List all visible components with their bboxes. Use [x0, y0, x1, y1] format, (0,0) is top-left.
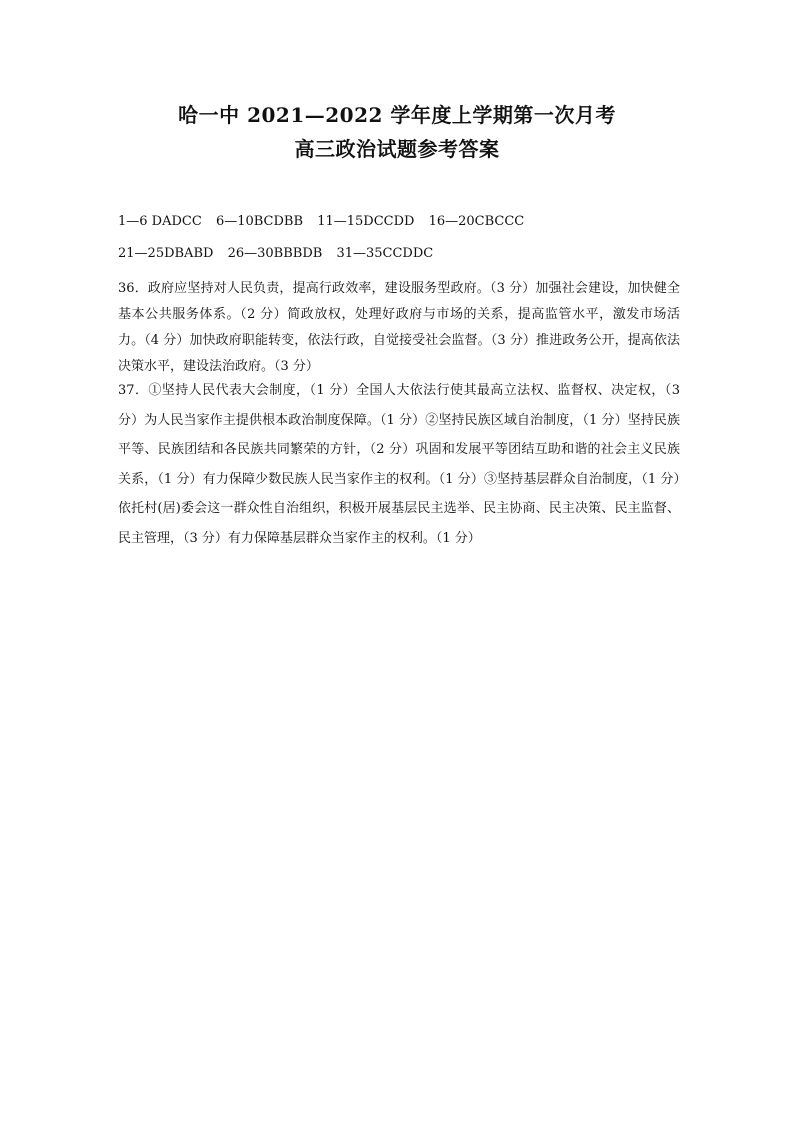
page-title: 哈一中 2021—2022 学年度上学期第一次月考: [178, 103, 616, 127]
question-36-answer: 36．政府应坚持对人民负责，提高行政效率，建设服务型政府。（3 分）加强社会建设，加快健全基本公共服务体系。（2 分）简政放权，处理好政府与市场的关系，提高监管水平，激发市场活力。（4 分）加快政府职能转变，依法行政，自觉接受社会监督。（3 分）推进政务公开，提高依法决策水平，建设法治政府。（3 分）: [118, 281, 680, 374]
answer-group: 31—35CCDDC: [336, 246, 434, 261]
answer-group: 26—30BBBDB: [227, 246, 323, 261]
answer-group: 21—25DBABD: [118, 246, 214, 261]
answer-group: 1—6 DADCC: [118, 214, 202, 229]
answer-key-row-1: [118, 214, 534, 229]
question-37-answer: 37．①坚持人民代表大会制度，（1 分）全国人大依法行使其最高立法权、监督权、决定权，（3 分）为人民当家作主提供根本政治制度保障。（1 分）②坚持民族区域自治制度，（1 分）坚持民族平等、民族团结和各民族共同繁荣的方针，（2 分）巩固和发展平等团结互助和谐的社会主义民族关系，（1 分）有力保障少数民族人民当家作主的权利。（1 分）③坚持基层群众自治制度，（1 分）依托村(居)委会这一群众性自治组织，积极开展基层民主选举、民主协商、民主决策、民主监督、民主管理，（3 分）有力保障基层群众当家作主的权利。（1 分）: [118, 383, 680, 546]
page-subtitle: 高三政治试题参考答案: [294, 137, 500, 161]
answer-group: 6—10BCDBB: [215, 214, 304, 229]
answer-group: 16—20CBCCC: [428, 214, 525, 229]
answer-group: 11—15DCCDD: [317, 214, 415, 229]
answer-key-row-2: [118, 246, 443, 261]
